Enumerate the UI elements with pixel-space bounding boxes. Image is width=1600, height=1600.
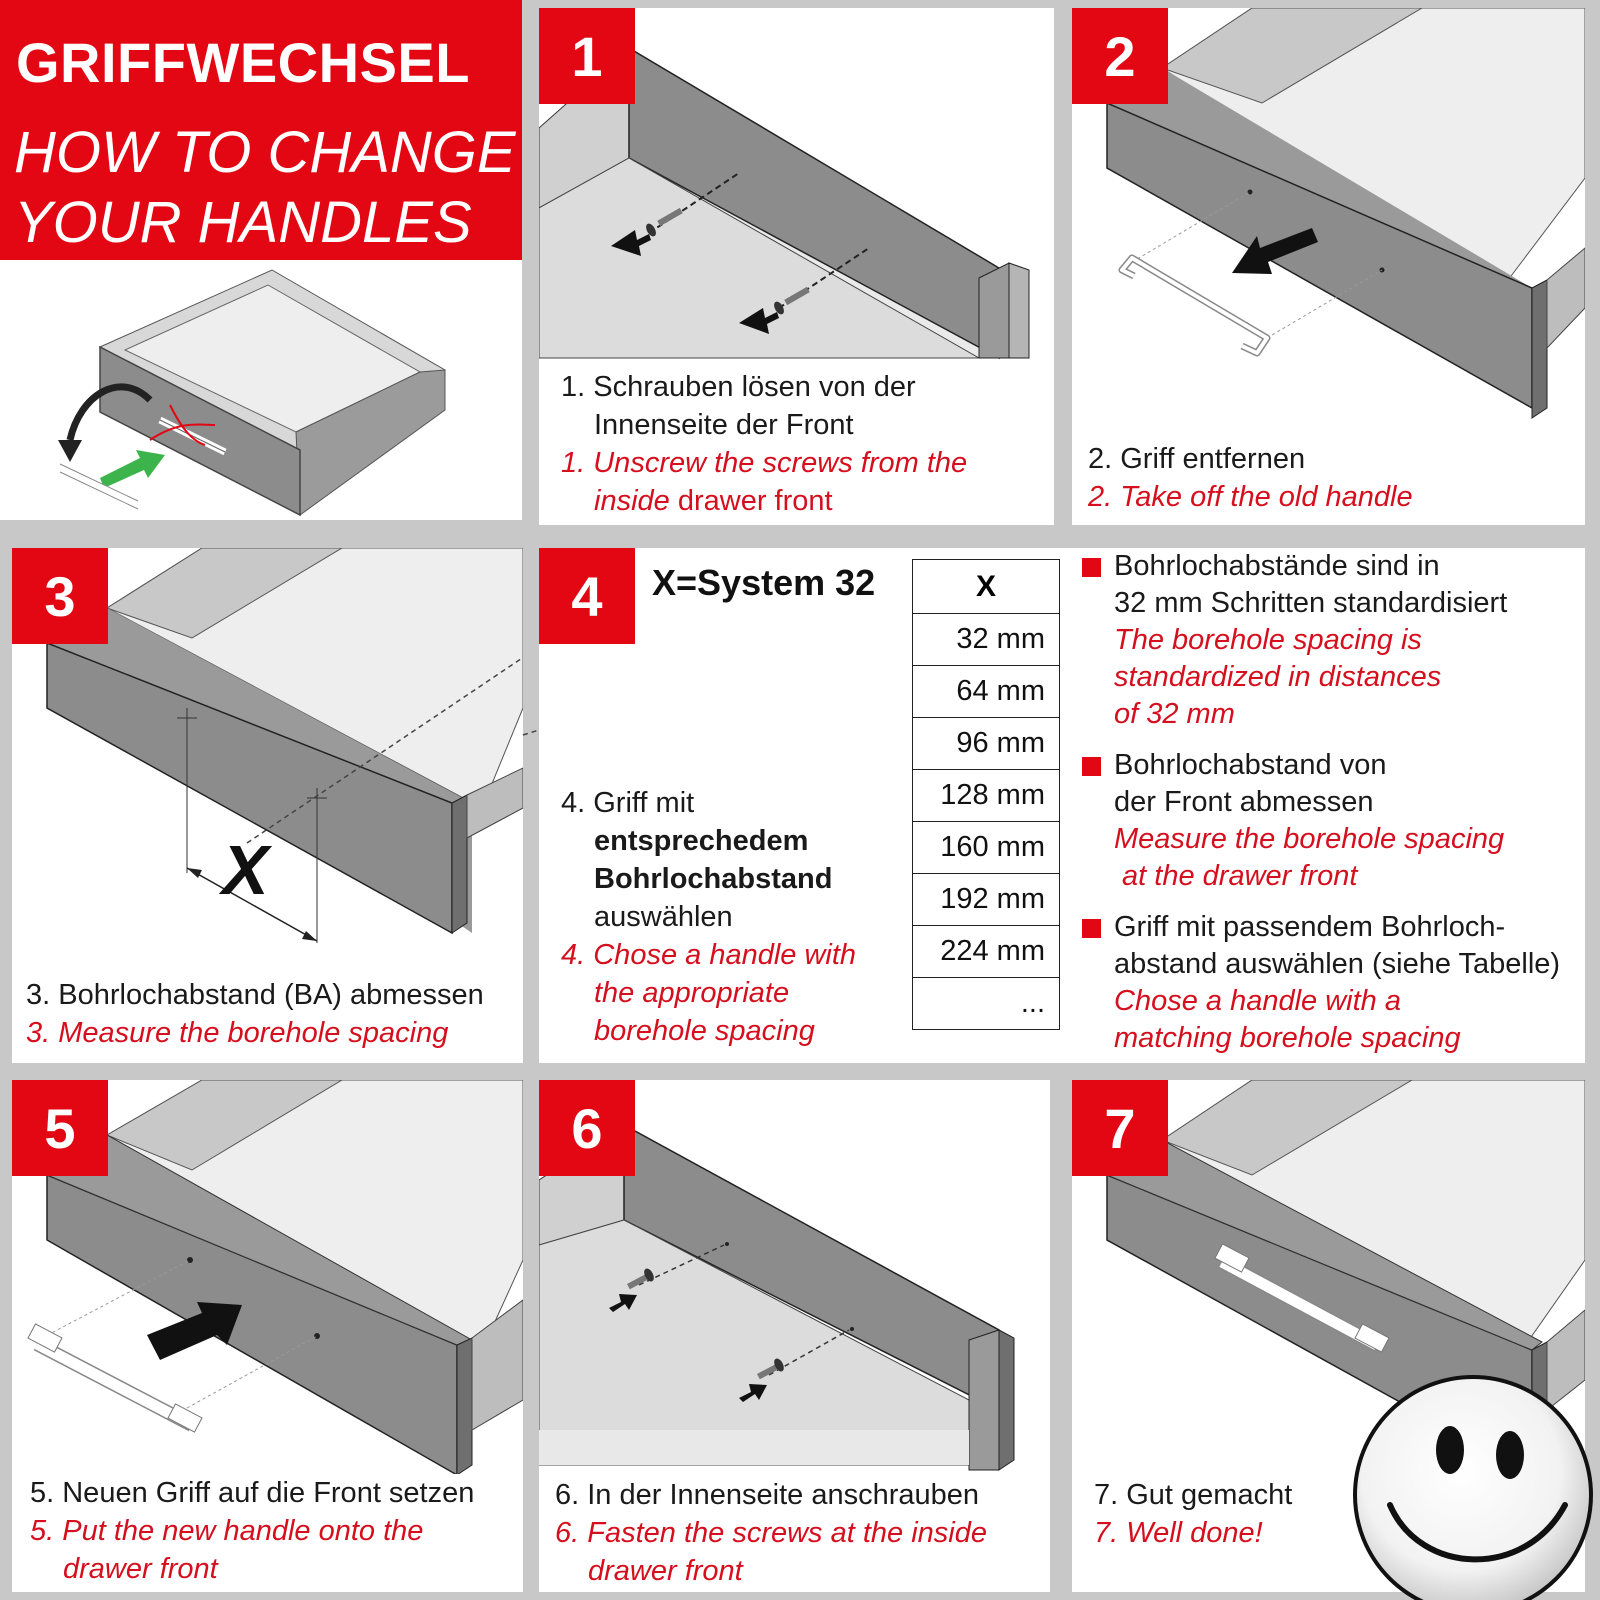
step-6-en-line-1: 6. Fasten the screws at the inside [555,1517,987,1549]
step-3-de-line-1: 3. Bohrlochabstand (BA) abmessen [26,979,484,1011]
note-2-en-line-1: Measure the borehole spacing [1114,823,1505,855]
bullet-square-icon [1082,757,1101,776]
step-4-en-line-1: 4. Chose a handle with [561,939,857,971]
step-1-badge: 1 [539,8,635,104]
step-6-caption [555,1476,1047,1590]
step-2-de-line-1: 2. Griff entfernen [1088,443,1306,475]
step-6-panel [539,1080,1050,1592]
step-6-de-line-1: 6. In der Innenseite anschrauben [555,1479,980,1511]
step-4-en-line-3: borehole spacing [594,1015,815,1047]
bullet-square-icon [1082,558,1101,577]
step-7-en-line-1: 7. Well done! [1094,1517,1263,1549]
step-4-de-line-1: 4. Griff mit [561,787,695,819]
note-1-de-line-1: Bohrlochabstände sind in [1114,550,1440,582]
note-item [1082,747,1592,895]
step-5-de-line-1: 5. Neuen Griff auf die Front setzen [30,1477,475,1509]
step-1-en-rest: drawer front [669,485,833,517]
step-1-en-line-1: 1. Unscrew the screws from the [561,447,968,479]
note-3-de-line-2: abstand auswählen (siehe Tabelle) [1114,948,1561,980]
step-3-x-marker: X [222,831,269,909]
note-item [1082,548,1592,733]
step-5-panel [12,1080,523,1592]
step-2-badge: 2 [1072,8,1168,104]
spacing-table-cell: 160 mm [913,822,1060,874]
note-2-en-line-2: at the drawer front [1114,860,1358,892]
spacing-table-cell: 96 mm [913,718,1060,770]
step-5-badge: 5 [12,1080,108,1176]
step-2-en-line-1: 2. Take off the old handle [1088,481,1413,513]
step-4-de-bold-1: entsprechedem [594,825,809,857]
page-title: GRIFFWECHSEL [16,31,470,94]
note-1-de-line-2: 32 mm Schritten standardisiert [1114,587,1508,619]
note-1-en-line-3: of 32 mm [1114,698,1235,730]
notes-list [1082,548,1592,1071]
note-3-de-line-1: Griff mit passendem Bohrloch- [1114,911,1506,943]
spacing-table [912,559,1060,1030]
step-6-en-line-2: drawer front [588,1555,743,1587]
note-3-en-line-1: Chose a handle with a [1114,985,1401,1017]
step-6-badge: 6 [539,1080,635,1176]
note-1-en-line-1: The borehole spacing is [1114,624,1422,656]
note-item [1082,909,1592,1057]
step-4-caption [561,784,891,1050]
spacing-table-cell: 32 mm [913,614,1060,666]
step-3-en-line-1: 3. Measure the borehole spacing [26,1017,449,1049]
step-7-de-line-1: 7. Gut gemacht [1094,1479,1293,1511]
step-4-badge: 4 [539,548,635,644]
smiley-icon [1350,1370,1596,1600]
spacing-table-cell: 128 mm [913,770,1060,822]
step-1-en-italic: inside [594,485,670,517]
step-4-de-bold-2: Bohrlochabstand [594,863,833,895]
subtitle-line-1: HOW TO CHANGE [14,120,516,185]
bullet-square-icon [1082,919,1101,938]
step-1-de-line-2: Innenseite der Front [594,409,854,441]
subtitle-line-2: YOUR HANDLES [14,190,472,255]
spacing-table-cell: ... [913,978,1060,1030]
note-2-de-line-1: Bohrlochabstand von [1114,749,1387,781]
step-3-badge: 3 [12,548,108,644]
step-4-de-line-2: auswählen [594,901,733,933]
step-7-badge: 7 [1072,1080,1168,1176]
note-3-en-line-2: matching borehole spacing [1114,1022,1461,1054]
step-5-en-line-2: drawer front [63,1553,218,1585]
spacing-table-header: X [913,560,1060,614]
step-5-caption [30,1474,522,1588]
step-7-caption [1094,1476,1354,1552]
note-2-de-line-2: der Front abmessen [1114,786,1374,818]
system-32-heading: X=System 32 [652,562,876,603]
note-1-en-line-2: standardized in distances [1114,661,1442,693]
spacing-table-cell: 64 mm [913,666,1060,718]
step-1-de-line-1: 1. Schrauben lösen von der [561,371,916,403]
step-5-en-line-1: 5. Put the new handle onto the [30,1515,424,1547]
spacing-table-cell: 192 mm [913,874,1060,926]
spacing-table-cell: 224 mm [913,926,1060,978]
step-4-en-line-2: the appropriate [594,977,790,1009]
